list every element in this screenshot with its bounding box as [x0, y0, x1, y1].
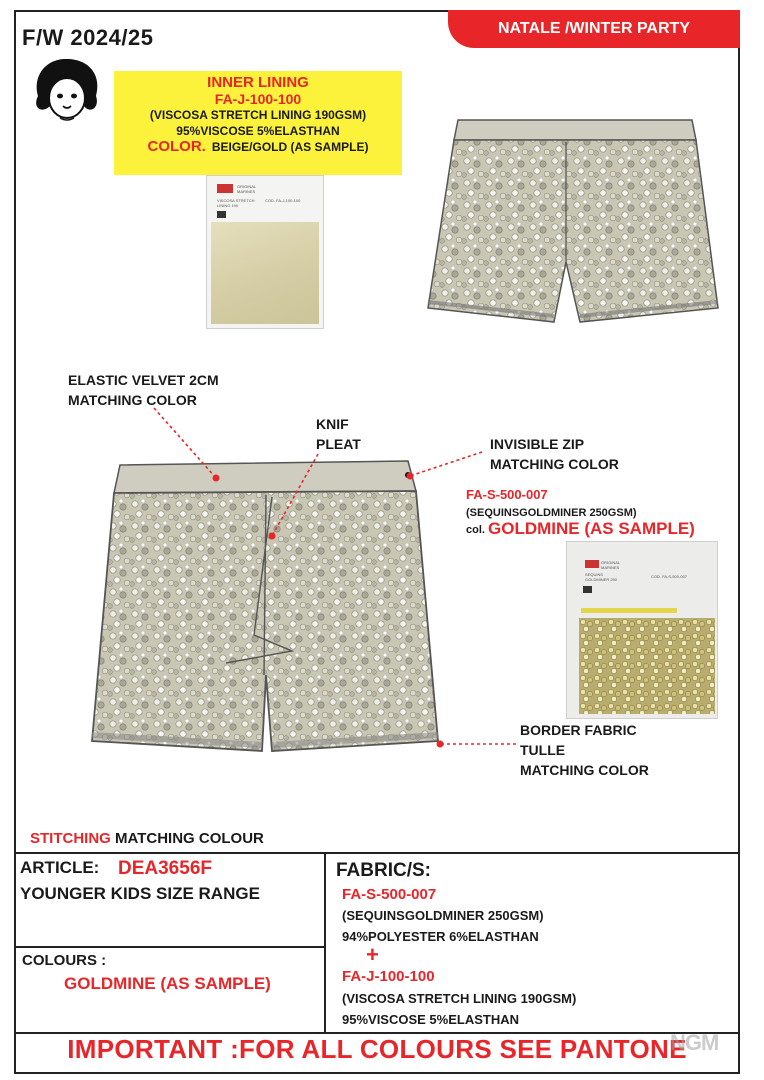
colours-value: GOLDMINE (AS SAMPLE)	[64, 974, 271, 993]
article-code: DEA3656F	[118, 858, 212, 879]
lining-swatch-card: ORIGINAL MARINES VISCOSA STRETCH LINING 190 COD. FA-J-100-100	[206, 175, 324, 329]
sequin-card-stripe	[581, 608, 677, 613]
stitching-label: STITCHING	[30, 830, 111, 847]
camera-icon	[583, 586, 592, 593]
fabrics-label: FABRIC/S:	[336, 860, 431, 881]
flag-icon	[585, 560, 599, 568]
season-label: F/W 2024/25	[22, 25, 154, 50]
sequin-card-line2: GOLDMINER 250	[585, 577, 618, 582]
lining-card-line1: VISCOSA STRETCH	[217, 198, 255, 203]
fabric1-code: FA-S-500-007	[342, 886, 437, 903]
sequin-fabric-sample	[579, 618, 715, 714]
fabric2-composition: 95%VISCOSE 5%ELASTHAN	[342, 1012, 519, 1027]
inner-lining-code: FA-J-100-100	[214, 91, 302, 107]
elastic-callout-line2: MATCHING COLOR	[68, 392, 197, 408]
fabric2-description: (VISCOSA STRETCH LINING 190GSM)	[342, 991, 577, 1006]
colours-label: COLOURS :	[22, 952, 107, 969]
inner-lining-color-value: BEIGE/GOLD (AS SAMPLE)	[211, 140, 369, 154]
inner-lining-description: (VISCOSA STRETCH LINING 190GSM)	[149, 108, 367, 122]
border-callout-line1: BORDER FABRIC	[520, 722, 637, 738]
zip-callout	[490, 434, 619, 474]
important-notice: IMPORTANT :FOR ALL COLOURS SEE PANTONE	[67, 1034, 687, 1064]
table-divider	[324, 852, 326, 1032]
lining-card-line2: LINING 190	[217, 203, 239, 208]
pleat-callout-line1: KNIF	[316, 416, 349, 432]
article-size-range: YOUNGER KIDS SIZE RANGE	[20, 884, 260, 903]
border-callout	[520, 720, 649, 780]
stitching-note	[30, 830, 264, 847]
sequin-swatch-card: ORIGINAL MARINES SEQUINS GOLDMINER 250 COD. FA-S-500-007	[566, 541, 718, 719]
main-fabric-color: GOLDMINE (AS SAMPLE)	[488, 519, 695, 538]
fabric2-code: FA-J-100-100	[342, 968, 435, 985]
table-mid-line	[14, 946, 326, 948]
theme-tab: NATALE /WINTER PARTY	[448, 10, 740, 48]
fabric1-composition: 94%POLYESTER 6%ELASTHAN	[342, 929, 539, 944]
main-fabric-code: FA-S-500-007	[466, 487, 548, 502]
lining-card-code: COD. FA-J-100-100	[265, 198, 301, 203]
pleat-callout-line2: PLEAT	[316, 436, 361, 452]
fabric1-description: (SEQUINSGOLDMINER 250GSM)	[342, 908, 544, 923]
fabric-plus-sign: +	[366, 942, 379, 967]
table-top-line	[14, 852, 740, 854]
border-callout-line2: TULLE	[520, 742, 566, 758]
stitching-value: MATCHING COLOUR	[115, 830, 264, 847]
article-label: ARTICLE:	[20, 858, 100, 877]
main-fabric-col-label: col.	[466, 524, 485, 536]
inner-lining-title: INNER LINING	[207, 74, 309, 91]
sequin-card-code: COD. FA-S-500-007	[651, 574, 688, 579]
border-callout-line3: MATCHING COLOR	[520, 762, 649, 778]
inner-lining-color-label: COLOR.	[147, 138, 206, 155]
main-fabric-description: (SEQUINSGOLDMINER 250GSM)	[466, 507, 637, 519]
zip-callout-line2: MATCHING COLOR	[490, 456, 619, 472]
elastic-callout-line1: ELASTIC VELVET 2CM	[68, 372, 219, 388]
sequin-card-line1: SEQUINS	[585, 572, 604, 577]
elastic-callout	[68, 370, 219, 410]
pleat-callout	[316, 414, 361, 454]
zip-callout-line1: INVISIBLE ZIP	[490, 436, 585, 452]
inner-lining-composition: 95%VISCOSE 5%ELASTHAN	[176, 124, 340, 138]
watermark: NGM	[670, 1030, 719, 1055]
